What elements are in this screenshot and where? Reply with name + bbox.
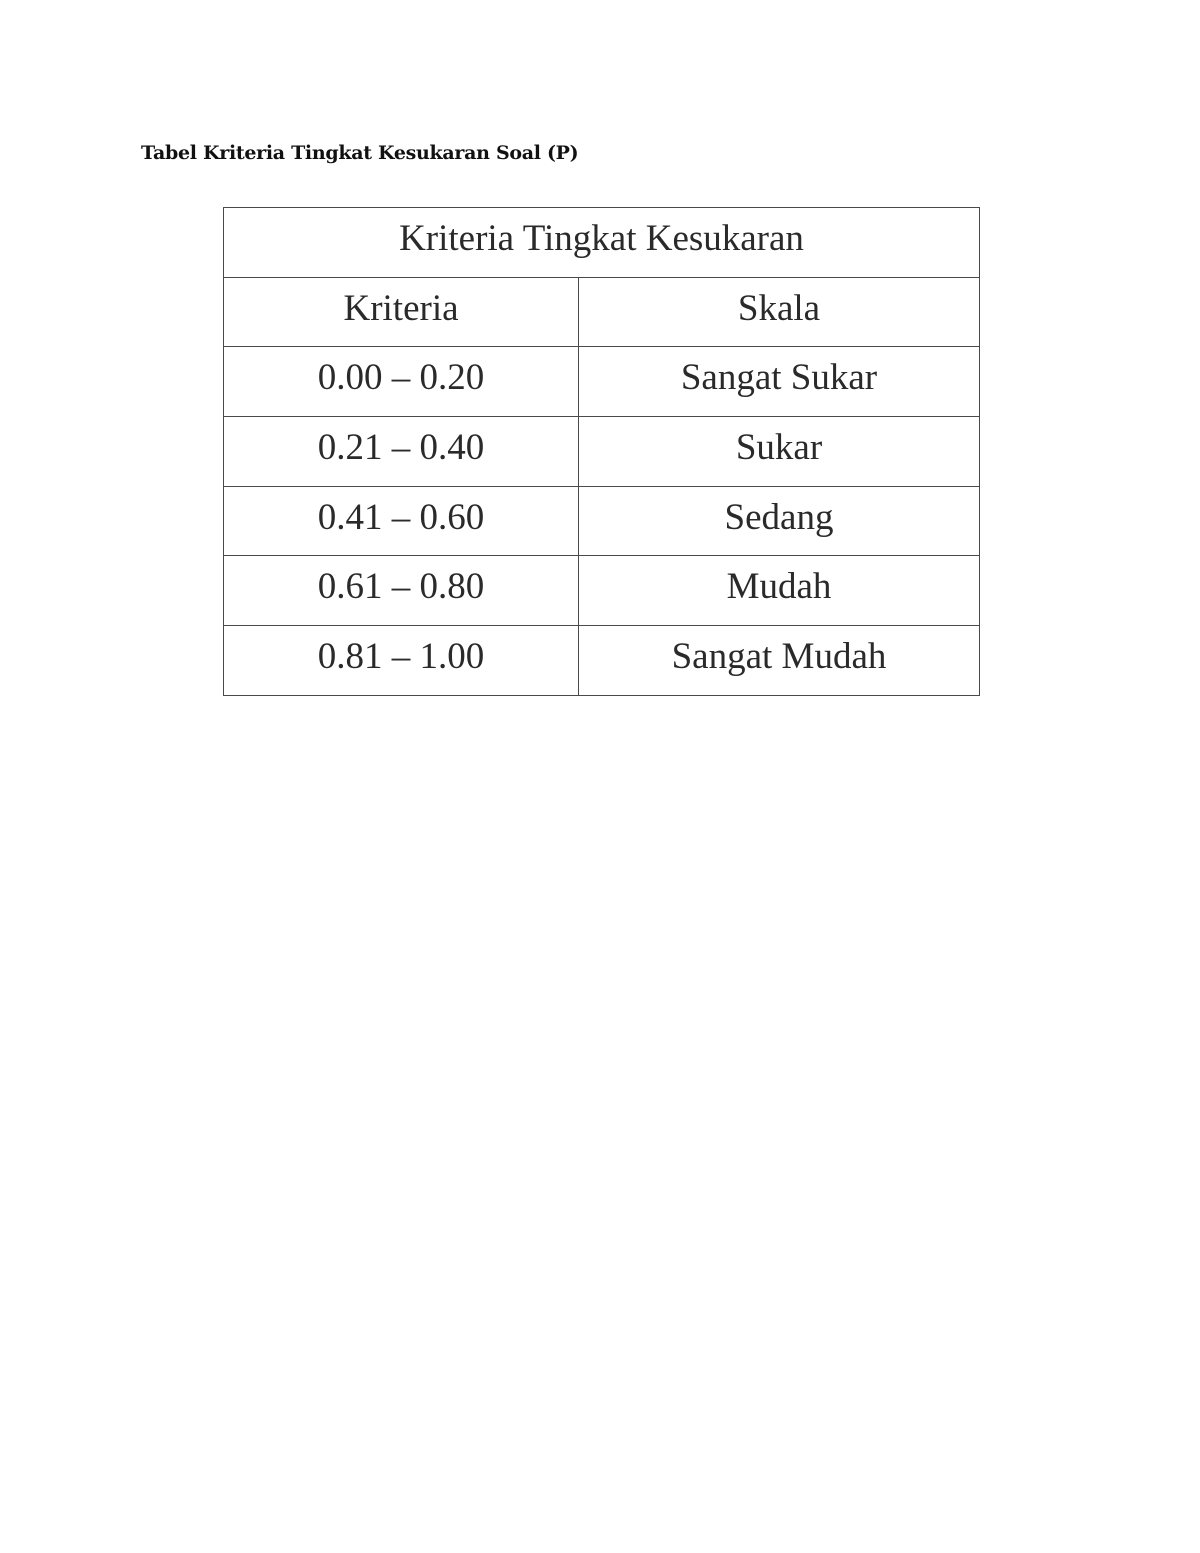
scale-cell: Sangat Sukar (579, 347, 980, 417)
table-row (224, 486, 980, 556)
table-caption: Tabel Kriteria Tingkat Kesukaran Soal (P) (141, 142, 579, 164)
table-row (224, 347, 980, 417)
table-title-row (224, 208, 980, 278)
header-kriteria: Kriteria (224, 277, 579, 347)
difficulty-criteria-table (223, 207, 980, 696)
range-cell: 0.21 – 0.40 (224, 417, 579, 487)
range-cell: 0.81 – 1.00 (224, 626, 579, 696)
table-row (224, 556, 980, 626)
range-cell: 0.41 – 0.60 (224, 486, 579, 556)
difficulty-criteria-table-image (223, 207, 979, 695)
scale-cell: Sangat Mudah (579, 626, 980, 696)
header-skala: Skala (579, 277, 980, 347)
table-header-row (224, 277, 980, 347)
table-title: Kriteria Tingkat Kesukaran (224, 208, 980, 278)
table-row (224, 626, 980, 696)
scale-cell: Sedang (579, 486, 980, 556)
scale-cell: Sukar (579, 417, 980, 487)
range-cell: 0.61 – 0.80 (224, 556, 579, 626)
scale-cell: Mudah (579, 556, 980, 626)
range-cell: 0.00 – 0.20 (224, 347, 579, 417)
table-row (224, 417, 980, 487)
